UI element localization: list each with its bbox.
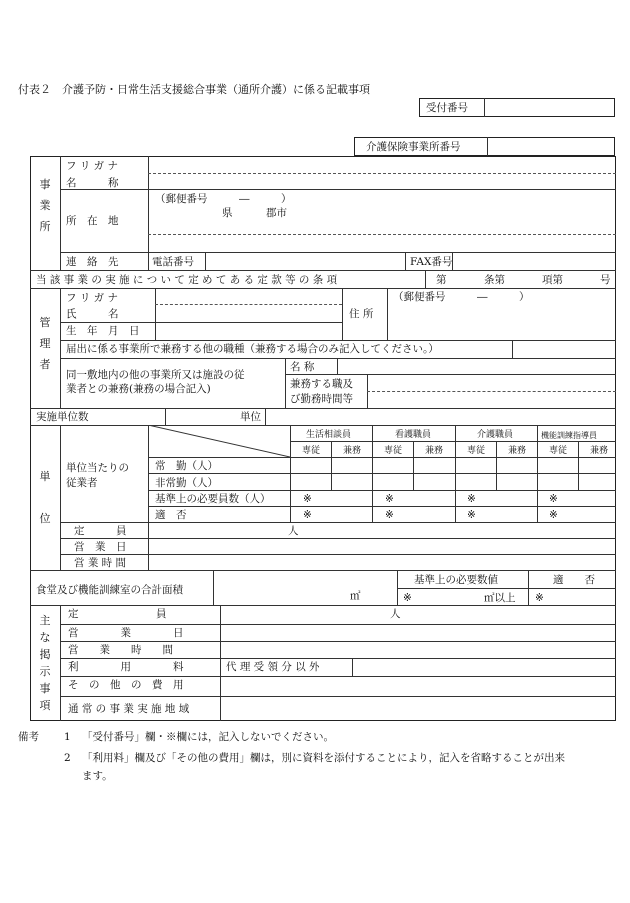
note-2-text: 「利用料」欄及び「その他の費用」欄は，別に資料を添付することにより，記入を省略することが出来 — [82, 752, 565, 764]
unit-hours-label: 営 業 時 間 — [74, 557, 127, 569]
note-2-number: 2 — [64, 752, 71, 764]
business-name-label: 名 称 — [66, 177, 119, 189]
manager-name-field[interactable] — [157, 306, 340, 320]
trainer-part: 兼務 — [590, 446, 609, 456]
phone-label: 電話番号 — [152, 256, 194, 268]
mark: ※ — [385, 493, 394, 505]
manager-name-label: 氏 名 — [66, 308, 119, 320]
office-number-field[interactable] — [489, 139, 613, 154]
manager-side-label: 管理者 — [39, 316, 51, 371]
form-title: 付表２ 介護予防・日常生活支援総合事業（通所介護）に係る記載事項 — [18, 83, 370, 96]
area-mark: ※ — [403, 592, 412, 604]
posting-capacity-label: 定 員 — [68, 608, 167, 620]
article-jo: 条第 — [484, 274, 505, 286]
posting-area-label: 通 常 の 事 業 実 施 地 域 — [68, 703, 190, 715]
unit-count-field[interactable] — [167, 410, 237, 423]
unit-capacity-unit: 人 — [288, 525, 299, 537]
business-contact-label: 連 絡 先 — [66, 256, 119, 268]
row-suitability: 適 否 — [155, 509, 187, 521]
other-office-label-1: 同一敷地内の他の事業所又は施設の従 — [66, 369, 245, 381]
job-header-care: 介護職員 — [477, 430, 514, 440]
area-label: 食堂及び機能訓練室の合計面積 — [36, 584, 183, 596]
other-duty-label-1: 兼務する職及 — [290, 378, 353, 390]
unit-side-label: 単位 — [39, 470, 51, 525]
business-city: 郡市 — [266, 207, 287, 219]
counselor-full: 専従 — [302, 446, 321, 456]
phone-field[interactable] — [207, 254, 403, 268]
row-fulltime: 常 勤（人） — [155, 460, 218, 472]
posting-side-label: 主な掲示事項 — [39, 614, 51, 712]
staff-label-1: 単位当たりの — [66, 462, 129, 474]
note-1-number: 1 — [64, 731, 71, 743]
mark: ※ — [385, 509, 394, 521]
mark: ※ — [303, 493, 312, 505]
business-furigana-field[interactable] — [150, 158, 614, 172]
business-side-label: 事業所 — [39, 178, 51, 233]
row-parttime: 非常勤（人） — [155, 477, 218, 489]
notes-label: 備考 — [18, 731, 39, 743]
care-full: 専従 — [467, 446, 486, 456]
staff-label-2: 従業者 — [66, 477, 98, 489]
counselor-part: 兼務 — [343, 446, 362, 456]
job-header-trainer: 機能訓練指導員 — [541, 431, 597, 440]
note-2-text-cont: ます。 — [82, 770, 113, 782]
article-go: 号 — [600, 274, 611, 286]
business-postal: （郵便番号 ― ） — [155, 193, 292, 205]
manager-address-label: 住 所 — [349, 308, 374, 320]
unit-capacity-label: 定 員 — [74, 525, 127, 537]
posting-agency-label: 代 理 受 領 分 以 外 — [226, 661, 320, 673]
manager-postal: （郵便番号 ― ） — [393, 291, 530, 303]
area-required-label: 基準上の必要数値 — [414, 574, 498, 586]
unit-count-unit: 単位 — [240, 411, 261, 423]
row-required: 基準上の必要員数（人） — [155, 493, 271, 505]
other-duty-field[interactable] — [369, 376, 614, 406]
trainer-full: 専従 — [549, 446, 568, 456]
area-ok-mark: ※ — [535, 592, 544, 604]
manager-furigana-label: フ リ ガ ナ — [66, 292, 119, 304]
other-name-label: 名 称 — [290, 361, 315, 373]
business-address-field[interactable] — [150, 220, 614, 233]
note-1-text: 「受付番号」欄・※欄には，記入しないでください。 — [82, 731, 334, 743]
area-unit: ㎡ — [350, 590, 361, 602]
manager-birth-label: 生 年 月 日 — [66, 325, 140, 337]
unit-count-label: 実施単位数 — [36, 411, 89, 423]
business-address-label: 所 在 地 — [66, 215, 119, 227]
receipt-label: 受付番号 — [426, 102, 468, 114]
fax-field[interactable] — [454, 254, 614, 268]
concurrent-job-field[interactable] — [514, 342, 614, 356]
area-ok-label: 適 否 — [553, 574, 595, 586]
office-number-label: 介護保険事業所番号 — [366, 141, 461, 153]
article-ko: 項第 — [542, 274, 563, 286]
mark: ※ — [467, 509, 476, 521]
posting-hours-label: 営 業 時 間 — [68, 644, 173, 656]
posting-fee-label: 利 用 料 — [68, 661, 184, 673]
receipt-number-field[interactable] — [486, 100, 613, 115]
diagonal-line — [148, 425, 290, 457]
business-furigana-label: フ リ ガ ナ — [66, 160, 119, 172]
nurse-part: 兼務 — [425, 446, 444, 456]
nurse-full: 専従 — [384, 446, 403, 456]
fax-label: FAX番号 — [410, 256, 453, 268]
job-header-nurse: 看護職員 — [395, 430, 432, 440]
business-name-field[interactable] — [150, 175, 614, 188]
mark: ※ — [303, 509, 312, 521]
articles-label: 当 該 事 業 の 実 施 に つ い て 定 め て あ る 定 款 等 の 条 項 — [36, 274, 338, 286]
posting-capacity-unit: 人 — [390, 608, 401, 620]
care-part: 兼務 — [508, 446, 527, 456]
other-duty-label-2: び勤務時間等 — [290, 393, 353, 405]
concurrent-note: 届出に係る事業所で兼務する他の職種（兼務する場合のみ記入してください。） — [66, 343, 439, 355]
job-header-counselor: 生活相談員 — [306, 430, 352, 440]
posting-other-label: そ の 他 の 費 用 — [68, 679, 184, 691]
article-dai: 第 — [436, 274, 447, 286]
posting-days-label: 営 業 日 — [68, 627, 184, 639]
mark: ※ — [549, 493, 558, 505]
business-pref: 県 — [222, 207, 233, 219]
manager-birth-field[interactable] — [157, 324, 340, 338]
manager-address-field[interactable] — [389, 306, 614, 338]
other-office-label-2: 業者との兼務(兼務の場合記入) — [66, 383, 211, 395]
mark: ※ — [467, 493, 476, 505]
unit-days-label: 営 業 日 — [74, 541, 127, 553]
other-office-name-field[interactable] — [339, 360, 614, 372]
mark: ※ — [549, 509, 558, 521]
manager-furigana-field[interactable] — [157, 290, 340, 303]
area-over: ㎡以上 — [484, 592, 516, 604]
